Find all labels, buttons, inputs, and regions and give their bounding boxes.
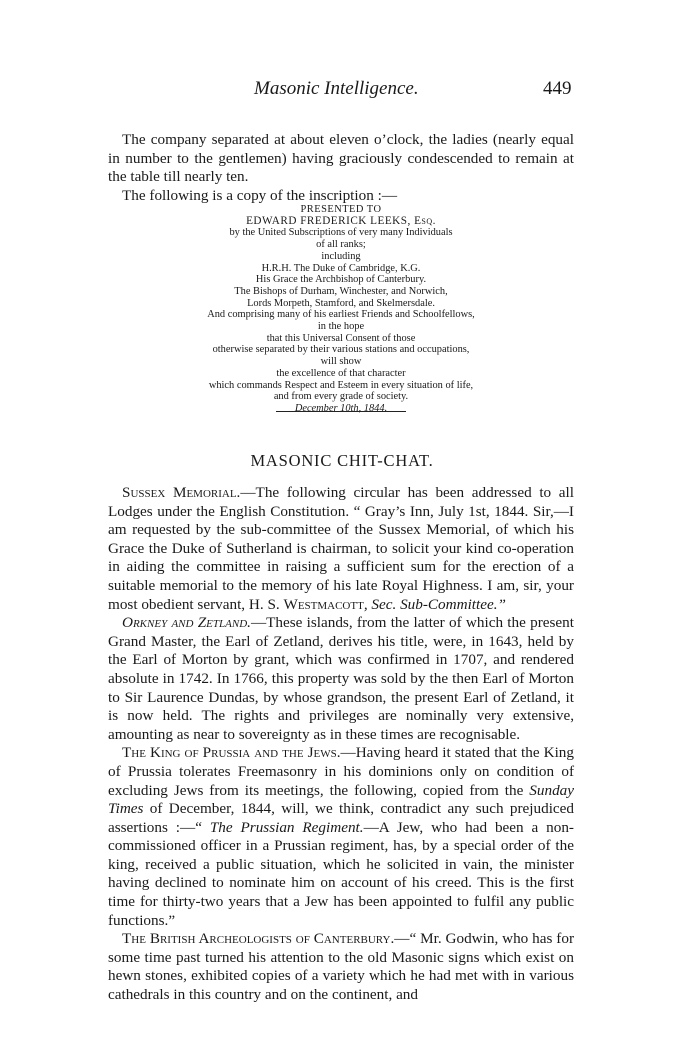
paragraph-text: —These islands, from the latter of which the present Grand Master, the Earl of Zetland, derives his title, were, in 1643, held by the Earl of Morton by grant, which was confirmed in 1707, and rendered absolute in 1742. In 1766, this property was sold by the then Earl of Morton to Sir Laurence Dundas, by whose grandson, the present Earl of Zetland, it is now held. The rights and privileges are nominally very extensive, amounting as near to sovereignty as in these times are recognisable. [108, 614, 574, 743]
page-header [0, 78, 684, 104]
paragraph-text: —“ Mr. Godwin, who has for some time past turned his attention to the old Masonic signs which exist on hewn stones, exhibited copies of a variety which he had met with in various cathedrals in this country and on the continent, and [108, 930, 574, 1004]
intro-text [108, 131, 574, 205]
paragraph-title: Sussex Memorial. [122, 484, 241, 501]
chit-chat-body [108, 484, 574, 1005]
paragraph-text: of December, 1844, will, we think, contradict any such prejudiced assertions :—“ [108, 800, 574, 836]
inscription-line: EDWARD FREDERICK LEEKS, Esq. [246, 214, 436, 227]
paragraph-title: The King of Prussia and the Jews. [122, 744, 341, 762]
paragraph-text: —A Jew, who had been a non-commissioned officer in a Prussian regiment, has, by a special order of the king, received a public situation, which he solicited in vain, the minister having declined to nominate him on account of his creed. This is the first time for thirty-two years that a Jew has been appointed to fulfil any public functions.” [108, 818, 574, 929]
paragraph-title: The British Archeologists of Canterbury. [122, 930, 395, 948]
inscription-line: will show [320, 356, 362, 368]
section-heading: MASONIC CHIT-CHAT. [250, 451, 434, 470]
inscription-line: in the hope [317, 321, 365, 333]
inscription-lead: The following is a copy of the inscription :— [122, 186, 398, 204]
newspaper-title: Sunday Times [108, 781, 574, 818]
inscription-line: otherwise separated by their various stations and occupations, [212, 344, 470, 356]
paragraph-british-archeologists [108, 930, 574, 1004]
inscription-line: which commands Respect and Esteem in every situation of life, [208, 379, 474, 391]
inscription-line: The Bishops of Durham, Winchester, and Norwich, [234, 285, 448, 297]
paragraph-sussex-memorial [108, 484, 574, 614]
inscription-line: including [321, 250, 361, 262]
signer-title: , Sec. Sub-Committee.” [363, 595, 506, 613]
inscription-date: December 10th, 1844. [294, 402, 388, 414]
inscription-line: the excellence of that character [276, 367, 406, 379]
inscription-line: by the United Subscriptions of very many Individuals [229, 227, 453, 239]
paragraph-text: —Having heard it stated that the King of Prussia tolerates Freemasonry in his dominions only on condition of excluding Jews from its meetings, the following, copied from the [108, 744, 574, 799]
inscription-line: His Grace the Archbishop of Canterbury. [255, 274, 427, 286]
inscription-line: of all ranks; [316, 239, 366, 251]
section-divider [276, 411, 406, 412]
running-title: Masonic Intelligence. [254, 78, 419, 99]
inscription-line: H.R.H. The Duke of Cambridge, K.G. [261, 262, 421, 274]
intro-paragraph: The company separated at about eleven o’clock, the ladies (nearly equal in number to the gentlemen) having graciously condescended to remain at the table till nearly ten. [108, 131, 574, 186]
inscription-line: PRESENTED TO [300, 204, 382, 215]
paragraph-orkney-zetland [108, 614, 574, 744]
inscription-line: And comprising many of his earliest Friends and Schoolfellows, [207, 309, 475, 321]
paragraph-title: Orkney and Zetland. [122, 614, 251, 632]
signer-name: Westmacott [283, 595, 364, 613]
inscription-line: that this Universal Consent of those [266, 332, 416, 344]
inscription-line: Lords Morpeth, Stamford, and Skelmersdale. [247, 297, 435, 309]
paragraph-king-of-prussia [108, 744, 574, 930]
page-number: 449 [543, 78, 572, 99]
inscription-line: and from every grade of society. [273, 391, 409, 403]
quoted-subtitle: The Prussian Regiment. [209, 818, 364, 836]
inscription-block [140, 204, 542, 415]
paragraph-text: —The following circular has been addressed to all Lodges under the English Constitution. “ Gray’s Inn, July 1st, 1844. Sir,—I am requested by the sub-committee of the Sussex Memorial, of which his Grace the Duke of Sutherland is chairman, to solicit your kind co-operation in aiding the committee in raising a sufficient sum for the erection of a suitable memorial to the memory of his late Royal Highness. I am, sir, your most obedient servant, H. S. [108, 484, 574, 613]
